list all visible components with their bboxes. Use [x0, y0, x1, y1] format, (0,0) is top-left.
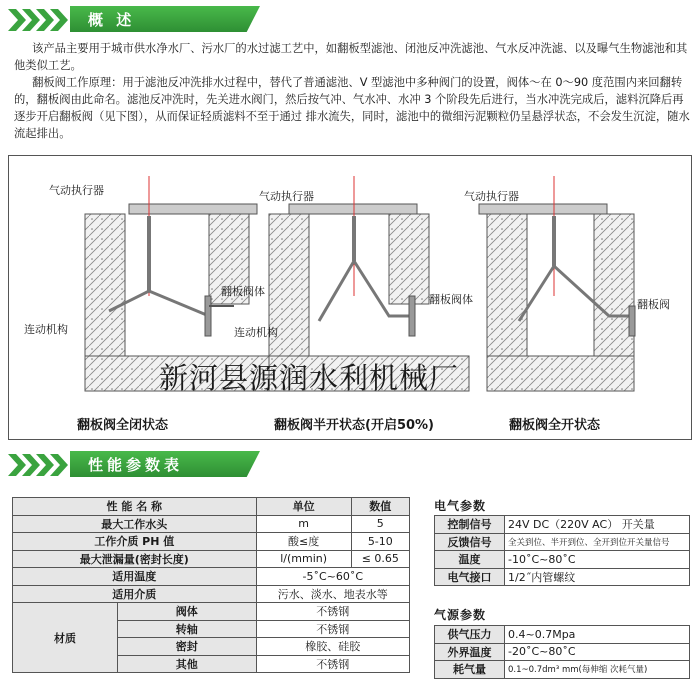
watermark: 新河县源润水利机械厂 [159, 361, 460, 395]
table-row: 控制信号 24V DC（220V AC） 开关量 [435, 516, 690, 534]
electrical-title: 电气参数 [434, 499, 487, 513]
table-row: 温度 -10˚C~80˚C [435, 551, 690, 569]
valve-diagram [8, 155, 692, 440]
chevrons-icon [8, 454, 78, 476]
table-row: 密封 橡胶、硅胶 [13, 638, 410, 656]
overview-para-2: 翻板阀工作原理：用于滤池反冲洗排水过程中，替代了普通滤池、V 型滤池中多种阀门的设置，阀体～在 0～90 度范围内来回翻转的，翻板阀由此命名。滤池反冲洗时，先关进水阀门，然后按气冲、气水冲、水冲 3 个阶段先后进行，当水冲洗完成后，滤料沉降后再逐步开启翻板阀（见下图），从而保证轻质滤料不至于通过 排水流失，同时，滤池中的微细污泥颗粒仍呈悬浮状态，不会发生沉淀，随水流起排出。 [14, 76, 690, 140]
params-title: 性能参数表 [88, 456, 184, 474]
electrical-table [434, 515, 690, 586]
label-valve-body-2: 翻板阀体 [429, 293, 473, 306]
unit-full-open [479, 176, 635, 391]
label-valve-body-1: 翻板阀体 [221, 285, 265, 298]
table-row: 材质 阀体 不锈钢 [13, 603, 410, 621]
air-table [434, 625, 690, 679]
table-row: 工作介质 PH 值 酸≤度 5-10 [13, 533, 410, 551]
label-actuator-3: 气动执行器 [464, 190, 519, 203]
label-actuator-1: 气动执行器 [49, 184, 104, 197]
label-linkage-2: 连动机构 [234, 326, 278, 339]
params-banner [8, 451, 268, 477]
label-valve-3: 翻板阀 [637, 298, 670, 311]
table-row: 其他 不锈钢 [13, 655, 410, 673]
header-name: 性 能 名 称 [13, 498, 257, 516]
header-unit: 单位 [256, 498, 351, 516]
overview-para-1: 该产品主要用于城市供水净水厂、污水厂的水过滤工艺中，如翻板型滤池、闭池反冲洗滤池、气水反冲洗滤、以及曝气生物滤池和其他类似工艺。 [14, 42, 688, 72]
label-linkage-1: 连动机构 [24, 323, 68, 336]
table-row: 反馈信号 全关到位、半开到位、全开到位开关量信号 [435, 533, 690, 551]
chevrons-icon [8, 9, 78, 31]
table-row: 最大泄漏量(密封长度) l/(mmin) ≤ 0.65 [13, 550, 410, 568]
air-title: 气源参数 [434, 608, 487, 622]
table-row: 电气接口 1/2˝内管螺纹 [435, 568, 690, 586]
table-row: 外界温度 -20˚C~80˚C [435, 643, 690, 661]
overview-title: 概 述 [88, 11, 136, 29]
overview-text [14, 40, 690, 142]
label-actuator-2: 气动执行器 [259, 190, 314, 203]
header-value: 数值 [351, 498, 409, 516]
caption-half-open: 翻板阀半开状态(开启50%) [274, 418, 434, 433]
overview-banner [8, 6, 268, 32]
table-row: 耗气量 0.1~0.7dm³ mm(每伸缩 次耗气量) [435, 661, 690, 679]
spec-table [12, 497, 410, 673]
caption-full-open: 翻板阀全开状态 [509, 418, 601, 433]
table-row: 适用介质 污水、淡水、地表水等 [13, 585, 410, 603]
table-row: 转轴 不锈钢 [13, 620, 410, 638]
caption-closed: 翻板阀全闭状态 [77, 418, 169, 433]
table-row: 最大工作水头 m 5 [13, 515, 410, 533]
table-row: 供气压力 0.4~0.7Mpa [435, 626, 690, 644]
table-row: 适用温度 -5˚C~60˚C [13, 568, 410, 586]
valve-states-drawing [9, 156, 693, 441]
material-label: 材质 [13, 603, 118, 673]
